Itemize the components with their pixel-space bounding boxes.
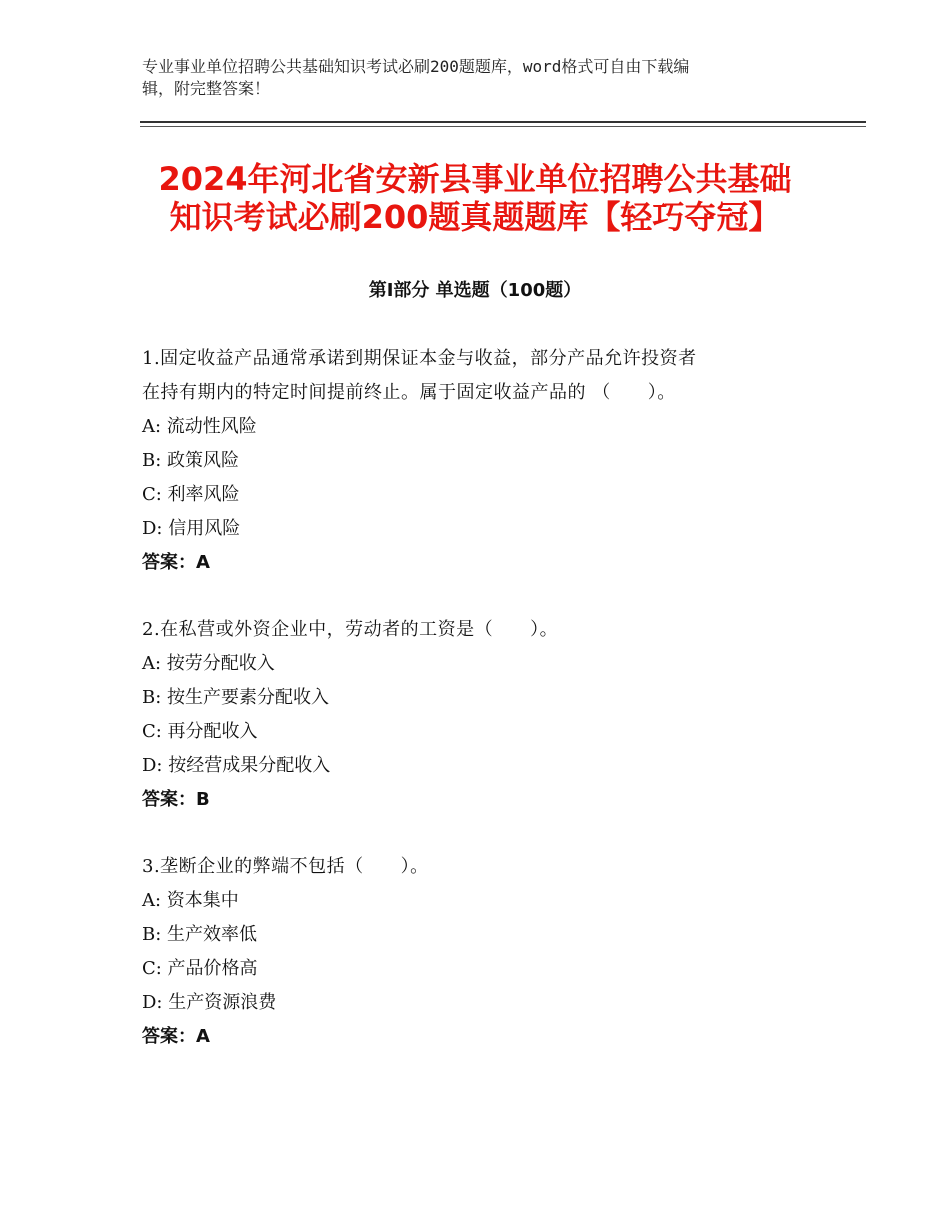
question-item [142,850,822,1054]
header-note-line: 专业事业单位招聘公共基础知识考试必刷200题题库，word格式可自由下载编 [142,57,690,76]
header-note-line: 辑，附完整答案！ [142,79,271,98]
title-line: 知识考试必刷200题真题题库【轻巧夺冠】 [169,198,781,236]
answer-option: C: 利率风险 [142,484,240,505]
answer-option: A: 流动性风险 [142,416,257,437]
document-title [120,160,830,236]
answer-option: D: 生产资源浪费 [142,992,277,1013]
answer-key: 答案：A [142,1026,210,1047]
title-line: 2024年河北省安新县事业单位招聘公共基础 [158,160,792,198]
question-item [142,342,822,580]
header-divider [140,126,866,127]
question-list [142,342,822,1087]
question-stem [142,613,822,647]
answer-option: C: 再分配收入 [142,721,258,742]
question-item [142,613,822,817]
question-stem-line: 1.固定收益产品通常承诺到期保证本金与收益，部分产品允许投资者 [142,348,697,369]
section-title: 第Ⅰ部分 单选题（100题） [368,280,582,301]
answer-key: 答案：B [142,789,210,810]
question-stem-line: 在持有期内的特定时间提前终止。属于固定收益产品的 （ ）。 [142,382,676,403]
question-stem [142,850,822,884]
document-header-note [142,56,822,100]
answer-option: B: 生产效率低 [142,924,258,945]
answer-option: D: 信用风险 [142,518,241,539]
answer-option: D: 按经营成果分配收入 [142,755,331,776]
answer-option: A: 按劳分配收入 [142,653,275,674]
header-divider [140,121,866,123]
answer-option: B: 按生产要素分配收入 [142,687,330,708]
question-stem-line: 3.垄断企业的弊端不包括（ ）。 [142,856,429,877]
question-stem [142,342,822,410]
answer-option: C: 产品价格高 [142,958,258,979]
answer-option: B: 政策风险 [142,450,240,471]
answer-key: 答案：A [142,552,210,573]
answer-option: A: 资本集中 [142,890,239,911]
question-stem-line: 2.在私营或外资企业中，劳动者的工资是（ ）。 [142,619,559,640]
